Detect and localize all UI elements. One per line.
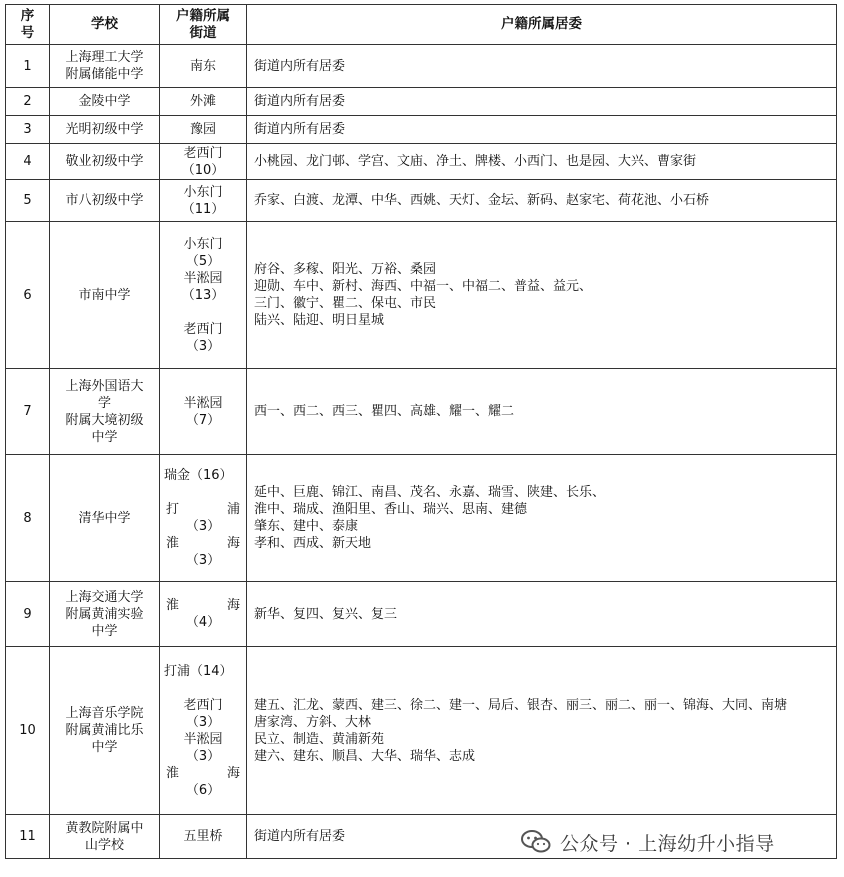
school-name [50,815,160,859]
school-name [50,116,160,144]
street-name-line: 淮 海 [166,598,240,613]
table-row [6,369,837,455]
resident-committees-line: 街道内所有居委 [254,122,346,137]
header-residents: 户籍所属居委 [247,5,837,45]
row-number: 5 [6,180,50,222]
school-name-line: 敬业初级中学 [65,154,144,169]
street-name-line [160,304,246,321]
resident-committees-line: 孝和、西成、新天地 [254,536,372,551]
row-number: 10 [6,647,50,815]
street-name-line: （5） [185,253,221,269]
street-name [160,222,247,369]
table-row [6,455,837,582]
school-name-line: 附属黄浦实验 [65,606,144,622]
street-name [160,815,247,859]
row-number: 11 [6,815,50,859]
school-name [50,144,160,180]
header-street-line-1: 户籍所属 [176,7,230,24]
table-row [6,582,837,647]
table-row [6,45,837,88]
resident-committees-line: 乔家、白渡、龙潭、中华、西姚、天灯、金坛、新码、赵家宅、荷花池、小石桥 [254,193,710,208]
street-name-line: 淮 海 [166,536,240,551]
school-name [50,180,160,222]
header-street [160,5,247,45]
street-name-line: （3） [185,519,221,534]
resident-committees-line: 民立、制造、黄浦新苑 [254,731,385,747]
street-name [160,455,247,582]
resident-committees-line: 三门、徽宁、瞿二、保屯、市民 [254,296,437,311]
school-name [50,88,160,116]
street-name-line: （4） [185,615,221,630]
header-school: 学校 [50,5,160,45]
street-name-line: （10） [181,162,225,178]
street-name-line: 小东门 [183,236,223,252]
street-name [160,45,247,88]
resident-committees [247,180,837,222]
table-row [6,180,837,222]
street-name-line: （6） [185,782,221,798]
table-row [6,116,837,144]
school-name-line: 中学 [91,623,118,639]
resident-committees-line: 延中、巨鹿、锦江、南昌、茂名、永嘉、瑞雪、陕建、长乐、 [254,485,606,500]
school-name-line: 附属储能中学 [65,67,144,82]
school-name [50,222,160,369]
table-row [6,144,837,180]
header-row [6,5,837,45]
row-number: 8 [6,455,50,582]
watermark-text: 公众号 · 上海幼升小指导 [560,832,775,855]
row-number: 7 [6,369,50,455]
street-name-line: 打浦（14） [164,663,233,679]
resident-committees-line: 建五、汇龙、蒙西、建三、徐二、建一、局后、银杏、丽三、丽二、丽一、锦海、大同、南塘 [254,697,788,713]
street-name [160,369,247,455]
street-name-line: （3） [185,714,221,730]
row-number: 6 [6,222,50,369]
street-name-line [160,484,246,501]
street-name-line: （13） [181,287,225,303]
street-name-line: 外滩 [189,94,216,109]
resident-committees [247,144,837,180]
school-name-line: 中学 [91,740,118,755]
resident-committees-line: 府谷、多稼、阳光、万裕、桑园 [254,262,437,277]
resident-committees-line: 西一、西二、西三、瞿四、高雄、耀一、耀二 [254,404,515,419]
street-name-line: （11） [181,201,225,217]
street-name-line: （3） [185,748,221,764]
school-name [50,45,160,88]
street-name-line: （7） [185,412,221,428]
school-name-line: 上海交通大学 [65,589,144,605]
resident-committees-line: 街道内所有居委 [254,94,346,109]
street-name-line: 半淞园 [183,270,223,286]
street-name [160,88,247,116]
street-name-line: 老西门 [183,145,223,161]
street-name [160,116,247,144]
street-name-line: 瑞金（16） [164,468,233,483]
school-name-line: 市八初级中学 [65,193,144,208]
street-name-line: 半淞园 [183,731,223,747]
row-number: 1 [6,45,50,88]
street-name-line: 打 浦 [166,502,240,517]
row-number: 3 [6,116,50,144]
table-row [6,222,837,369]
school-name [50,369,160,455]
street-name-line: 豫园 [189,122,216,137]
watermark [520,827,775,857]
resident-committees [247,222,837,369]
school-name [50,455,160,582]
street-name [160,647,247,815]
school-name [50,582,160,647]
row-number: 9 [6,582,50,647]
resident-committees [247,88,837,116]
street-name-line: （3） [185,553,221,568]
school-name-line: 清华中学 [78,510,131,526]
resident-committees-line: 小桃园、龙门邨、学宫、文庙、净土、牌楼、小西门、也是园、大兴、曹家街 [254,154,697,169]
street-name-line: 老西门 [183,697,223,713]
street-name [160,144,247,180]
school-name-line: 上海理工大学 [65,50,144,65]
header-street-line-2: 街道 [189,24,217,41]
street-name-line: 半淞园 [183,395,223,411]
resident-committees-line: 建六、建东、顺昌、大华、瑞华、志成 [254,748,476,764]
street-name-line: 老西门 [183,321,223,337]
resident-committees [247,116,837,144]
street-name [160,180,247,222]
street-name-line: 南东 [189,58,216,74]
resident-committees-line: 街道内所有居委 [254,829,346,844]
table-row [6,88,837,116]
resident-committees [247,647,837,815]
resident-committees-line: 肇东、建中、泰康 [254,519,359,534]
resident-committees-line: 街道内所有居委 [254,58,346,74]
school-name-line: 山学校 [84,837,124,853]
school-name-line: 中学 [91,429,118,445]
school-name [50,647,160,815]
resident-committees-line: 陆兴、陆迎、明日星城 [254,313,385,328]
table-row [6,647,837,815]
school-name-line: 上海外国语大 [65,378,144,394]
street-name-line: 五里桥 [183,829,223,844]
street-name-line: 小东门 [183,184,223,200]
resident-committees-line: 淮中、瑞成、渔阳里、香山、瑞兴、思南、建德 [254,502,528,517]
resident-committees [247,369,837,455]
resident-committees-line: 新华、复四、复兴、复三 [254,606,398,622]
school-name-line: 上海音乐学院 [65,706,144,721]
resident-committees-line: 迎勋、车中、新村、海西、中福一、中福二、普益、益元、 [254,279,593,294]
row-number: 4 [6,144,50,180]
school-name-line: 市南中学 [78,287,131,303]
street-name-line: 淮 海 [166,765,240,781]
street-name [160,582,247,647]
resident-committees [247,582,837,647]
resident-committees-line: 唐家湾、方斜、大林 [254,714,372,730]
header-no-line-1: 序 [20,7,35,24]
school-name-line: 光明初级中学 [65,122,144,137]
resident-committees [247,455,837,582]
school-name-line: 附属大境初级 [65,412,144,428]
school-name-line: 附属黄浦比乐 [65,723,144,738]
header-no-line-2: 号 [20,24,35,41]
header-no [6,5,50,45]
row-number: 2 [6,88,50,116]
wechat-icon [520,829,552,855]
school-name-line: 学 [97,395,111,411]
school-name-line: 金陵中学 [78,94,131,109]
street-name-line [160,680,246,697]
school-district-table [5,4,837,859]
street-name-line: （3） [185,338,221,354]
resident-committees [247,45,837,88]
school-name-line: 黄教院附属中 [65,820,144,836]
